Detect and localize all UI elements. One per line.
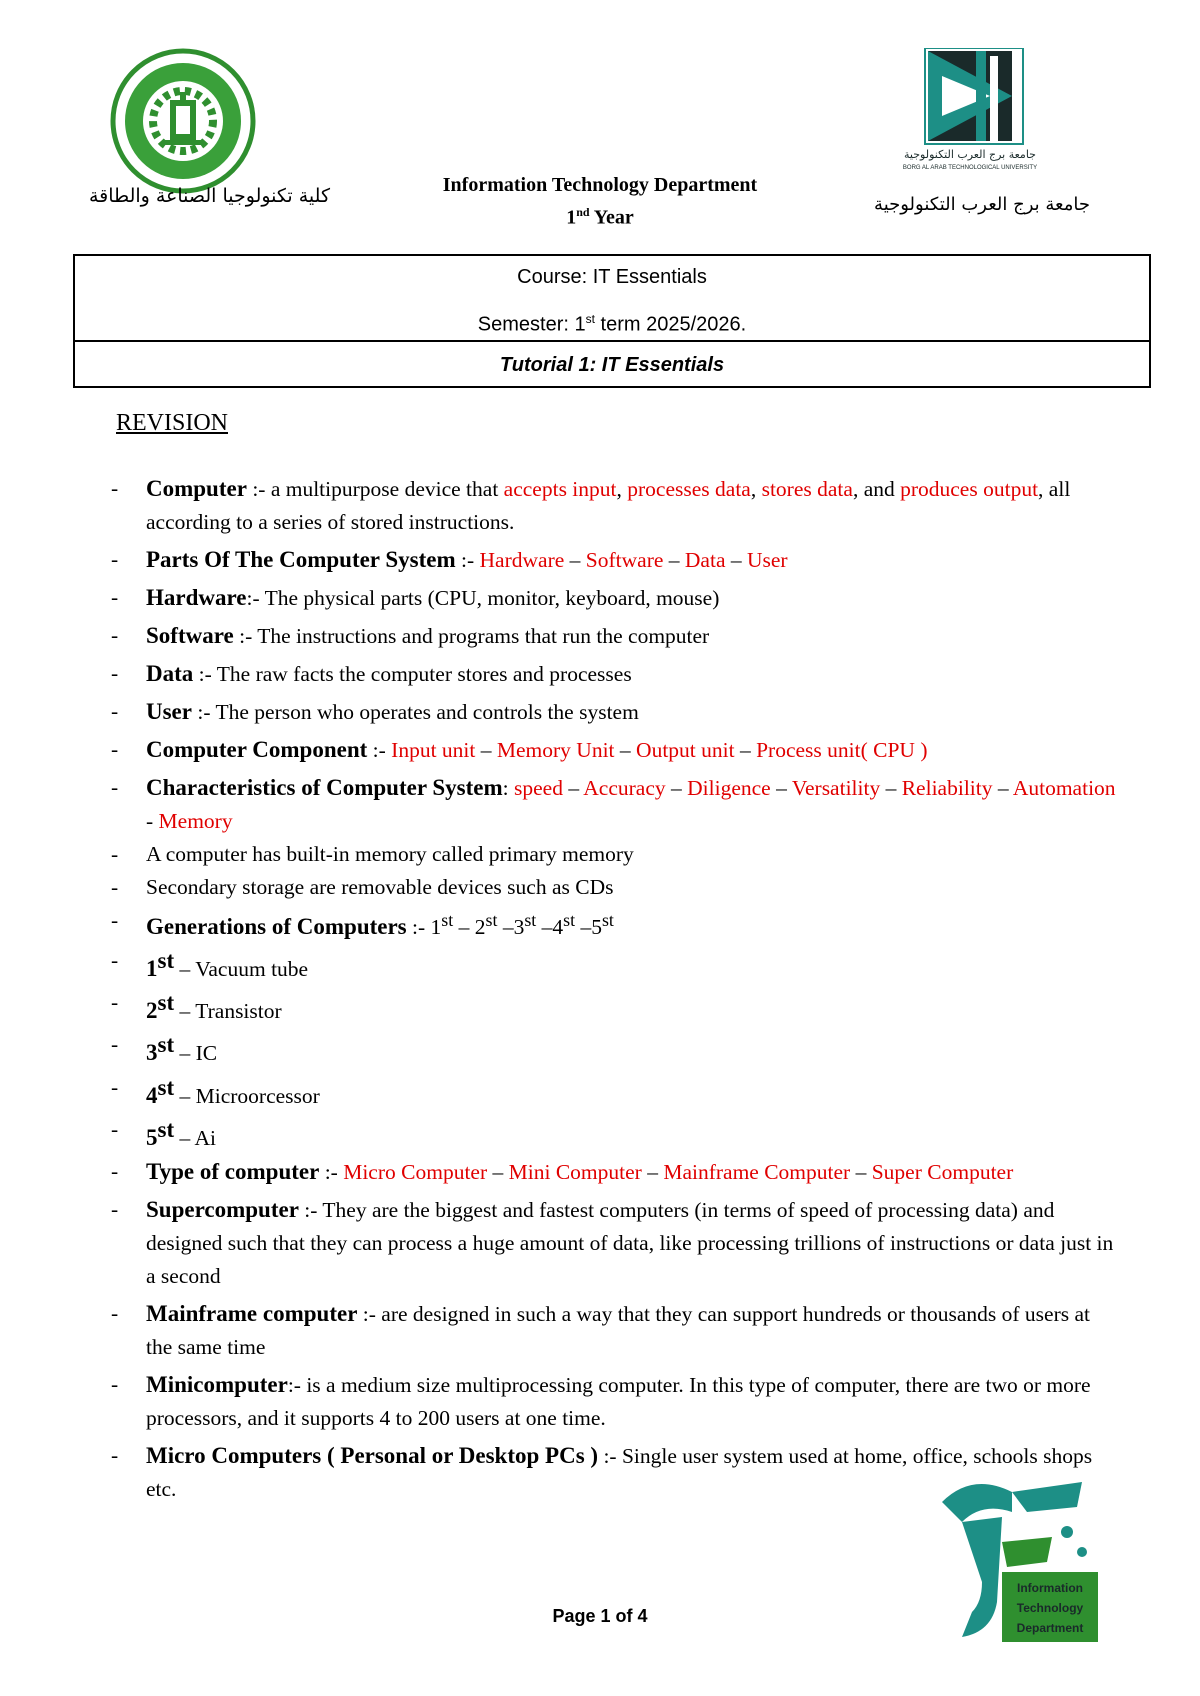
university-logo-english: BORG AL ARAB TECHNOLOGICAL UNIVERSITY (902, 165, 1038, 171)
list-item-software: - Software :- The instructions and programs that run the computer (111, 623, 710, 648)
list-item-gen-5: - 5st – Ai (111, 1116, 216, 1150)
list-item-computer: - Computer :- a multipurpose device that accepts input, processes data, stores data, and produces output, all according to a series of stored instructions. (111, 476, 1071, 534)
list-item-gen-4: - 4st – Microorcessor (111, 1074, 320, 1108)
it-logo-line-3: Department (1016, 1621, 1084, 1635)
it-logo-line-2: Technology (1016, 1601, 1084, 1615)
course-info-top (75, 256, 1149, 342)
list-item-gen-2: - 2st – Transistor (111, 990, 282, 1024)
university-logo (920, 48, 1050, 148)
semester: Semester: 1st term 2025/2026. (477, 312, 747, 336)
course-info-box (73, 254, 1151, 388)
list-item-component: - Computer Component :- Input unit – Memory Unit – Output unit – Process unit( CPU ) (111, 737, 928, 762)
department-title: Information Technology Department (442, 174, 758, 196)
university-name-arabic: جامعة برج العرب التكنولوجية (874, 194, 1090, 215)
list-item-hardware: - Hardware:- The physical parts (CPU, monitor, keyboard, mouse) (111, 585, 720, 610)
list-item-parts: - Parts Of The Computer System :- Hardware – Software – Data – User (111, 547, 788, 572)
section-title: REVISION (116, 410, 228, 436)
faculty-name-arabic: كلية تكنولوجيا الصناعة والطاقة (88, 185, 330, 207)
list-item-gen-1: - 1st – Vacuum tube (111, 948, 309, 982)
list-item-gen-3: - 3st – IC (111, 1032, 218, 1066)
list-item-user: - User :- The person who operates and controls the system (111, 699, 639, 724)
revision-list (106, 472, 1116, 1510)
list-item-generations: - Generations of Computers :- 1st – 2st –3st –4st –5st (111, 908, 614, 940)
list-item-data: - Data :- The raw facts the computer stores and processes (111, 661, 632, 686)
year-line: 1nd Year (566, 205, 634, 229)
list-item-minicomputer: - Minicomputer:- is a medium size multiprocessing computer. In this type of computer, there are two or more processors, and it supports 4 to 200 users at one time. (111, 1371, 1091, 1430)
list-item-microcomputer: - Micro Computers ( Personal or Desktop PCs ) :- Single user system used at home, office, schools shops etc. (111, 1442, 1093, 1501)
list-item-secondary-storage: - Secondary storage are removable devices such as CDs (111, 875, 614, 899)
tutorial-title: Tutorial 1: IT Essentials (499, 354, 725, 376)
list-item-supercomputer: - Supercomputer :- They are the biggest and fastest computers (in terms of speed of processing data) and designed such that they can process a huge amount of data, like processing trillions of instructions or data just in a second (111, 1196, 1114, 1288)
university-logo-arabic: جامعة برج العرب التكنولوجية (904, 148, 1036, 161)
list-item-types: - Type of computer :- Micro Computer – Mini Computer – Mainframe Computer – Super Computer (111, 1158, 1014, 1184)
course-name: Course: IT Essentials (517, 266, 707, 288)
page-number: Page 1 of 4 (552, 1606, 648, 1626)
it-logo-line-1: Information (1017, 1581, 1083, 1595)
list-item-primary-memory: - A computer has built-in memory called primary memory (111, 842, 634, 866)
list-item-characteristics: - Characteristics of Computer System: speed – Accuracy – Diligence – Versatility – Reliability – Automation - Memory (111, 775, 1116, 833)
list-item-mainframe: - Mainframe computer :- are designed in such a way that they can support hundreds or thousands of users at the same time (111, 1300, 1091, 1359)
